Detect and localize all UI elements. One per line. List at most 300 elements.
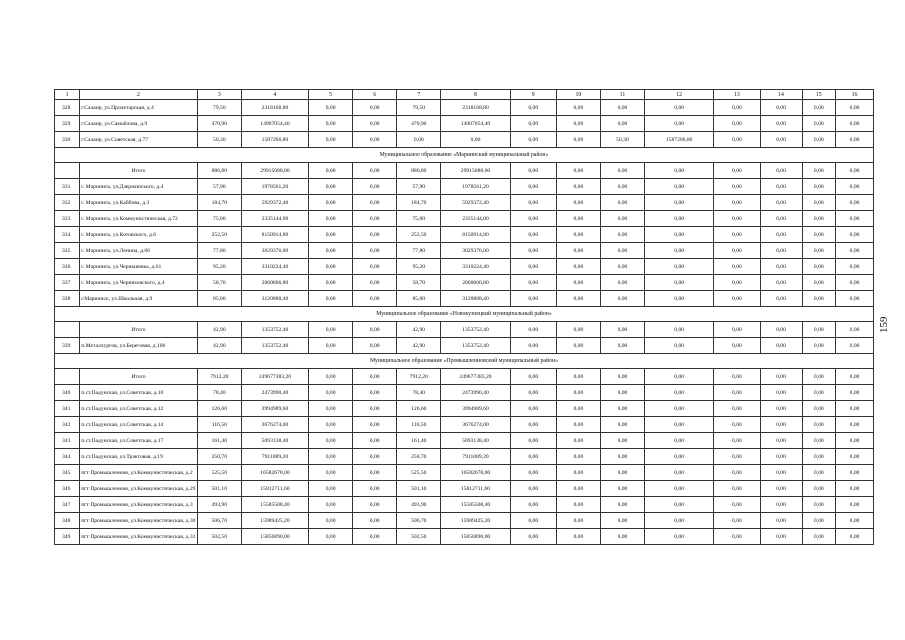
value-cell: 0,00: [760, 481, 802, 497]
table-row: [55, 211, 874, 227]
value-cell: 58,70: [197, 275, 241, 291]
value-cell: 0,00: [309, 275, 353, 291]
value-cell: 0,00: [556, 338, 600, 354]
value-cell: 0,00: [353, 401, 397, 417]
value-cell: 0,00: [510, 322, 556, 338]
value-cell: 0,00: [802, 481, 836, 497]
value-cell: 161,40: [397, 433, 441, 449]
address-cell: г. Мариинск, ул.Ленина, д.66: [80, 243, 198, 259]
column-number: 12: [645, 90, 714, 100]
value-cell: 252,50: [197, 227, 241, 243]
value-cell: 0,00: [600, 338, 644, 354]
value-cell: 0,00: [353, 513, 397, 529]
value-cell: 16582678,00: [441, 465, 510, 481]
row-number: 347: [55, 497, 80, 513]
value-cell: 0,00: [645, 385, 714, 401]
value-cell: 0,00: [510, 163, 556, 179]
value-cell: 0,00: [645, 195, 714, 211]
value-cell: 0,00: [802, 132, 836, 148]
value-cell: 0,00: [600, 116, 644, 132]
value-cell: 0,00: [802, 369, 836, 385]
value-cell: 249677383,20: [241, 369, 308, 385]
value-cell: 15812711,60: [441, 481, 510, 497]
row-number: 334: [55, 227, 80, 243]
value-cell: 0,00: [556, 211, 600, 227]
address-cell: пгт Промышленная, ул.Коммунистическая, д.31: [80, 529, 198, 545]
value-cell: 0,00: [645, 243, 714, 259]
value-cell: 1353752,40: [241, 338, 308, 354]
row-number: 330: [55, 132, 80, 148]
column-number: 11: [600, 90, 644, 100]
value-cell: 0,00: [309, 179, 353, 195]
value-cell: 0,00: [556, 195, 600, 211]
value-cell: 0,00: [836, 481, 874, 497]
value-cell: 0,00: [714, 179, 760, 195]
table-row: [55, 465, 874, 481]
value-cell: 0,00: [645, 481, 714, 497]
value-cell: 0,00: [760, 385, 802, 401]
value-cell: 0,00: [556, 465, 600, 481]
column-number: 4: [241, 90, 308, 100]
value-cell: 0,00: [600, 259, 644, 275]
value-cell: 75,00: [197, 211, 241, 227]
value-cell: 58,70: [397, 275, 441, 291]
value-cell: 0,00: [760, 401, 802, 417]
value-cell: 0,00: [714, 385, 760, 401]
value-cell: 0,00: [802, 116, 836, 132]
address-cell: г. Мариинск, ул.Кайбова, д.3: [80, 195, 198, 211]
value-cell: 501,10: [397, 481, 441, 497]
row-number: 339: [55, 338, 80, 354]
row-number: 333: [55, 211, 80, 227]
value-cell: 0,00: [309, 465, 353, 481]
value-cell: 0,00: [556, 100, 600, 116]
value-cell: 0,00: [600, 243, 644, 259]
address-cell: г. Мариинск, ул.Черняховского, д.4: [80, 275, 198, 291]
value-cell: 0,00: [760, 449, 802, 465]
value-cell: 0,00: [600, 385, 644, 401]
value-cell: 0,00: [836, 449, 874, 465]
value-cell: 7912,20: [397, 369, 441, 385]
value-cell: 57,90: [397, 179, 441, 195]
value-cell: 0,00: [760, 417, 802, 433]
value-cell: 0,00: [645, 433, 714, 449]
value-cell: 0,00: [714, 449, 760, 465]
value-cell: 0,00: [556, 369, 600, 385]
value-cell: 0,00: [802, 179, 836, 195]
value-cell: 250,70: [197, 449, 241, 465]
value-cell: 0,00: [836, 275, 874, 291]
value-cell: 0,00: [600, 481, 644, 497]
value-cell: 5093138,40: [441, 433, 510, 449]
row-number: 348: [55, 513, 80, 529]
value-cell: 0,00: [309, 433, 353, 449]
value-cell: 0,00: [600, 433, 644, 449]
address-cell: г. Мариинск, ул.Коммунистическая, д.72: [80, 211, 198, 227]
value-cell: 0,00: [353, 163, 397, 179]
address-cell: п.ст.Падунская, ул.Советская, д.14: [80, 417, 198, 433]
value-cell: 0,00: [309, 401, 353, 417]
value-cell: 0,00: [600, 369, 644, 385]
value-cell: 1978561,20: [441, 179, 510, 195]
value-cell: 0,00: [836, 163, 874, 179]
value-cell: 0,00: [353, 275, 397, 291]
value-cell: 249677383,20: [441, 369, 510, 385]
value-cell: 0,00: [836, 259, 874, 275]
table-row: [55, 513, 874, 529]
value-cell: 116,50: [197, 417, 241, 433]
row-number: 336: [55, 259, 80, 275]
value-cell: 0,00: [353, 433, 397, 449]
value-cell: 0,00: [556, 497, 600, 513]
value-cell: 0,00: [836, 291, 874, 307]
value-cell: 525,50: [397, 465, 441, 481]
column-number: 14: [760, 90, 802, 100]
value-cell: 3994989,60: [441, 401, 510, 417]
value-cell: 0,00: [510, 132, 556, 148]
value-cell: 3676274,00: [441, 417, 510, 433]
value-cell: 0,00: [309, 322, 353, 338]
value-cell: 0,00: [760, 513, 802, 529]
value-cell: 0,00: [760, 529, 802, 545]
column-number: 10: [556, 90, 600, 100]
row-number: 344: [55, 449, 80, 465]
value-cell: 3029376,00: [241, 243, 308, 259]
value-cell: 0,00: [760, 369, 802, 385]
row-number: 329: [55, 116, 80, 132]
table-row: [55, 481, 874, 497]
value-cell: 0,00: [802, 417, 836, 433]
value-cell: 161,40: [197, 433, 241, 449]
value-cell: 0,00: [802, 338, 836, 354]
value-cell: 502,50: [397, 529, 441, 545]
value-cell: 0,00: [600, 100, 644, 116]
value-cell: 0,00: [802, 227, 836, 243]
value-cell: 0,00: [510, 211, 556, 227]
value-cell: 0,00: [714, 291, 760, 307]
table-row: [55, 195, 874, 211]
value-cell: 0,00: [714, 338, 760, 354]
value-cell: 0,00: [760, 116, 802, 132]
value-cell: 0,00: [836, 100, 874, 116]
table-row: [55, 100, 874, 116]
value-cell: 0,00: [600, 449, 644, 465]
column-number: 3: [197, 90, 241, 100]
row-number: 337: [55, 275, 80, 291]
value-cell: 0,00: [836, 417, 874, 433]
section-row: [55, 354, 874, 369]
address-cell: пгт Промышленная, ул.Коммунистическая, д.30: [80, 513, 198, 529]
row-number: 346: [55, 481, 80, 497]
value-cell: 506,70: [197, 513, 241, 529]
value-cell: 0,00: [600, 513, 644, 529]
value-cell: 1353752,40: [441, 338, 510, 354]
value-cell: 8150914,80: [441, 227, 510, 243]
value-cell: 0,00: [802, 401, 836, 417]
table-row: [55, 116, 874, 132]
value-cell: 42,90: [197, 322, 241, 338]
value-cell: 0,00: [556, 433, 600, 449]
value-cell: 0,00: [556, 449, 600, 465]
value-cell: 0,00: [309, 259, 353, 275]
value-cell: 42,90: [397, 338, 441, 354]
value-cell: 0,00: [510, 275, 556, 291]
address-cell: г. Мариинск, ул.Черньшевка, д.61: [80, 259, 198, 275]
value-cell: 493,90: [197, 497, 241, 513]
value-cell: 0,00: [760, 163, 802, 179]
value-cell: 0,00: [397, 132, 441, 148]
address-cell: п.ст.Падунская, ул.Советская, д.17: [80, 433, 198, 449]
value-cell: 0,00: [510, 401, 556, 417]
value-cell: 15585508,40: [441, 497, 510, 513]
table-row: [55, 529, 874, 545]
value-cell: 0,00: [309, 132, 353, 148]
table-row: [55, 243, 874, 259]
table-row: [55, 291, 874, 307]
address-cell: п.ст.Падунская, ул.Трактовая, д.19: [80, 449, 198, 465]
value-cell: 0,00: [556, 322, 600, 338]
table-row: [55, 417, 874, 433]
value-cell: 0,00: [353, 369, 397, 385]
value-cell: 0,00: [645, 465, 714, 481]
address-cell: г.Салаир, ул.Пролетарская, д.4: [80, 100, 198, 116]
value-cell: 0,00: [510, 338, 556, 354]
value-cell: 0,00: [802, 211, 836, 227]
value-cell: 0,00: [836, 195, 874, 211]
value-cell: 0,00: [645, 417, 714, 433]
value-cell: 95,20: [397, 259, 441, 275]
value-cell: 0,00: [556, 132, 600, 148]
value-cell: 15812711,60: [241, 481, 308, 497]
value-cell: 0,00: [714, 227, 760, 243]
value-cell: 0,00: [836, 433, 874, 449]
value-cell: 0,00: [714, 163, 760, 179]
value-cell: 0,00: [836, 513, 874, 529]
value-cell: 0,00: [760, 243, 802, 259]
column-number: 15: [802, 90, 836, 100]
value-cell: 79,50: [397, 100, 441, 116]
value-cell: 5929372,40: [241, 195, 308, 211]
row-number: 341: [55, 401, 80, 417]
address-cell: г.Салаир, ул.Самойлова, д.9: [80, 116, 198, 132]
value-cell: 42,90: [197, 338, 241, 354]
value-cell: 0,00: [714, 195, 760, 211]
value-cell: 0,00: [802, 465, 836, 481]
column-number: 5: [309, 90, 353, 100]
value-cell: 0,00: [714, 417, 760, 433]
value-cell: 501,10: [197, 481, 241, 497]
value-cell: 0,00: [353, 465, 397, 481]
row-number: 328: [55, 100, 80, 116]
total-row: [55, 369, 874, 385]
column-number: 8: [441, 90, 510, 100]
value-cell: 0,00: [836, 338, 874, 354]
housing-table: [54, 89, 874, 545]
value-cell: 0,00: [645, 291, 714, 307]
value-cell: 0,00: [714, 275, 760, 291]
row-number: 335: [55, 243, 80, 259]
value-cell: 0,00: [309, 385, 353, 401]
row-number: 340: [55, 385, 80, 401]
value-cell: 50,30: [197, 132, 241, 148]
row-number: 349: [55, 529, 80, 545]
value-cell: 0,00: [645, 179, 714, 195]
value-cell: 470,90: [397, 116, 441, 132]
column-number: 9: [510, 90, 556, 100]
column-number: 16: [836, 90, 874, 100]
value-cell: 0,00: [836, 116, 874, 132]
value-cell: 7911089,20: [241, 449, 308, 465]
page-number: 159: [878, 316, 890, 334]
address-cell: г. Мариинск, ул.Котовского, д.6: [80, 227, 198, 243]
row-number: [55, 163, 80, 179]
value-cell: 0,00: [510, 243, 556, 259]
value-cell: 0,00: [802, 275, 836, 291]
value-cell: 0,00: [645, 449, 714, 465]
value-cell: 0,00: [714, 259, 760, 275]
value-cell: 0,00: [714, 116, 760, 132]
value-cell: 0,00: [600, 195, 644, 211]
value-cell: 0,00: [836, 401, 874, 417]
value-cell: 0,00: [836, 179, 874, 195]
table-row: [55, 449, 874, 465]
value-cell: 2318168,80: [441, 100, 510, 116]
value-cell: 0,00: [353, 322, 397, 338]
table-row: [55, 338, 874, 354]
value-cell: 250,70: [397, 449, 441, 465]
value-cell: 116,50: [397, 417, 441, 433]
value-cell: 184,70: [197, 195, 241, 211]
value-cell: 3120888,40: [241, 291, 308, 307]
value-cell: 0,00: [556, 116, 600, 132]
value-cell: 0,00: [510, 100, 556, 116]
value-cell: 0,00: [600, 322, 644, 338]
value-cell: 0,00: [760, 179, 802, 195]
total-row: [55, 163, 874, 179]
value-cell: 0,00: [760, 211, 802, 227]
column-number: 13: [714, 90, 760, 100]
value-cell: 0,00: [353, 211, 397, 227]
address-cell: г.Мариинск, ул.Школьная, д.9: [80, 291, 198, 307]
value-cell: 0,00: [600, 417, 644, 433]
value-cell: 0,00: [645, 211, 714, 227]
value-cell: 0,00: [760, 259, 802, 275]
value-cell: 5929372,40: [441, 195, 510, 211]
value-cell: 0,00: [510, 369, 556, 385]
value-cell: 16582678,00: [241, 465, 308, 481]
value-cell: 2060606,80: [441, 275, 510, 291]
value-cell: 0,00: [556, 529, 600, 545]
value-cell: 0,00: [510, 529, 556, 545]
value-cell: 0,00: [600, 163, 644, 179]
value-cell: 0,00: [714, 481, 760, 497]
value-cell: 0,00: [309, 116, 353, 132]
value-cell: 0,00: [714, 132, 760, 148]
address-cell: п.ст.Падунская, ул.Советская, д.12: [80, 401, 198, 417]
value-cell: 0,00: [760, 132, 802, 148]
value-cell: 493,90: [397, 497, 441, 513]
section-row: [55, 307, 874, 322]
value-cell: 0,00: [836, 385, 874, 401]
value-cell: 0,00: [556, 481, 600, 497]
value-cell: 0,00: [510, 259, 556, 275]
value-cell: 0,00: [645, 369, 714, 385]
value-cell: 50,30: [600, 132, 644, 148]
value-cell: 886,80: [397, 163, 441, 179]
value-cell: 0,00: [556, 513, 600, 529]
value-cell: 0,00: [836, 529, 874, 545]
value-cell: 0,00: [836, 322, 874, 338]
value-cell: 0,00: [309, 100, 353, 116]
value-cell: 85,00: [197, 291, 241, 307]
value-cell: 0,00: [600, 227, 644, 243]
value-cell: 1353752,40: [441, 322, 510, 338]
value-cell: 0,00: [836, 465, 874, 481]
value-cell: 0,00: [645, 163, 714, 179]
value-cell: 0,00: [309, 513, 353, 529]
table-row: [55, 433, 874, 449]
value-cell: 0,00: [353, 195, 397, 211]
value-cell: 0,00: [353, 449, 397, 465]
value-cell: 15989425,20: [441, 513, 510, 529]
table-row: [55, 497, 874, 513]
value-cell: 0,00: [510, 179, 556, 195]
value-cell: 0,00: [510, 417, 556, 433]
value-cell: 0,00: [760, 291, 802, 307]
value-cell: 0,00: [556, 385, 600, 401]
value-cell: 0,00: [836, 243, 874, 259]
row-number: 332: [55, 195, 80, 211]
value-cell: 0,00: [645, 401, 714, 417]
value-cell: 0,00: [802, 513, 836, 529]
value-cell: 0,00: [802, 243, 836, 259]
value-cell: 0,00: [714, 465, 760, 481]
value-cell: 0,00: [714, 211, 760, 227]
value-cell: 0,00: [353, 529, 397, 545]
value-cell: 0,00: [510, 497, 556, 513]
column-number: 6: [353, 90, 397, 100]
value-cell: 0,00: [760, 195, 802, 211]
value-cell: 0,00: [802, 291, 836, 307]
row-number: 331: [55, 179, 80, 195]
table-row: [55, 179, 874, 195]
value-cell: 0,00: [802, 163, 836, 179]
value-cell: 470,90: [197, 116, 241, 132]
address-cell: г.Салаир, ул.Советская, д.77: [80, 132, 198, 148]
value-cell: 0,00: [760, 100, 802, 116]
value-cell: 0,00: [600, 497, 644, 513]
value-cell: 0,00: [836, 227, 874, 243]
value-cell: 0,00: [556, 259, 600, 275]
value-cell: 15989425,20: [241, 513, 308, 529]
address-cell: п.ст.Падунская, ул.Советская, д.10: [80, 385, 198, 401]
column-number-row: [55, 90, 874, 100]
table-row: [55, 385, 874, 401]
value-cell: 0,00: [556, 179, 600, 195]
value-cell: 0,00: [353, 243, 397, 259]
row-number: 342: [55, 417, 80, 433]
value-cell: 0,00: [510, 481, 556, 497]
value-cell: 0,00: [645, 116, 714, 132]
value-cell: 1353752,40: [241, 322, 308, 338]
value-cell: 85,00: [397, 291, 441, 307]
value-cell: 0,00: [600, 529, 644, 545]
row-number: 343: [55, 433, 80, 449]
value-cell: 0,00: [714, 497, 760, 513]
table-row: [55, 132, 874, 148]
value-cell: 525,50: [197, 465, 241, 481]
row-number: [55, 369, 80, 385]
